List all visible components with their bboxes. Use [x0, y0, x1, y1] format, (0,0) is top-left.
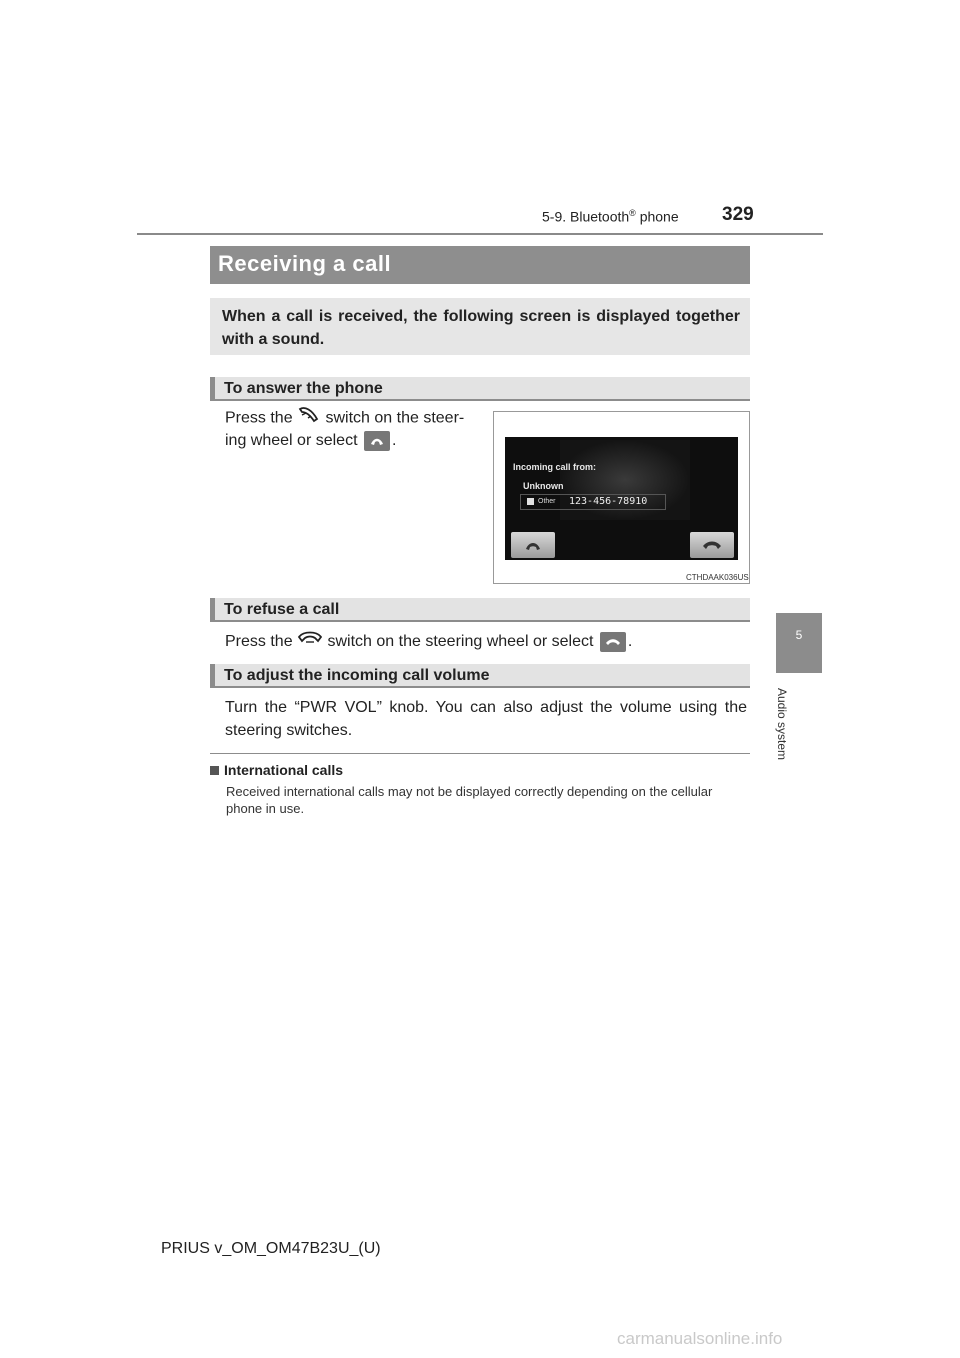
watermark: carmanualsonline.info [617, 1329, 783, 1348]
note-rule [210, 753, 750, 754]
intro-text: When a call is received, the following screen is displayed together with a sound. [222, 308, 740, 348]
answer-line-2: ing wheel or select . [225, 432, 397, 449]
refuse-text: Press the switch on the steering wheel or select . [225, 630, 632, 653]
decline-phone-icon [690, 532, 734, 558]
phone-off-hook-icon [297, 406, 321, 431]
answer-line-1: Press the switch on the steer- [225, 406, 464, 431]
section-title: 5-9. Bluetooth® phone [542, 208, 679, 225]
volume-text: Turn the “PWR VOL” knob. You can also adjust the volume using the steering switches. [225, 699, 747, 739]
chapter-number: 5 [795, 628, 803, 642]
chapter-tab [776, 613, 822, 673]
screen-decline-button[interactable] [690, 532, 734, 558]
square-bullet-icon [210, 766, 219, 775]
note-text: Received international calls may not be displayed correctly depending on the cellular phone in use. [226, 784, 713, 816]
subhead-volume: To adjust the incoming call volume [224, 667, 490, 684]
decline-button-icon [600, 632, 626, 652]
header-rule [137, 233, 823, 235]
incoming-call-title: Incoming call from: [513, 462, 597, 472]
subhead-answer: To answer the phone [224, 380, 383, 397]
page-number: 329 [722, 204, 754, 225]
phone-type-icon [527, 498, 534, 505]
answer-phone-icon [511, 532, 555, 558]
subhead-refuse: To refuse a call [224, 601, 340, 618]
phone-type-label: Other [538, 498, 556, 505]
note-heading: International calls [210, 762, 343, 778]
caller-name: Unknown [523, 481, 564, 491]
screen-answer-button[interactable] [511, 532, 555, 558]
phone-on-hook-icon [297, 630, 323, 653]
figure-code: CTHDAAK036US [686, 573, 749, 582]
caller-number: 123-456-78910 [569, 496, 648, 507]
document-code: PRIUS v_OM_OM47B23U_(U) [161, 1240, 381, 1257]
page-heading: Receiving a call [218, 251, 392, 276]
chapter-label: Audio system [775, 687, 789, 761]
answer-button-icon [364, 431, 390, 451]
